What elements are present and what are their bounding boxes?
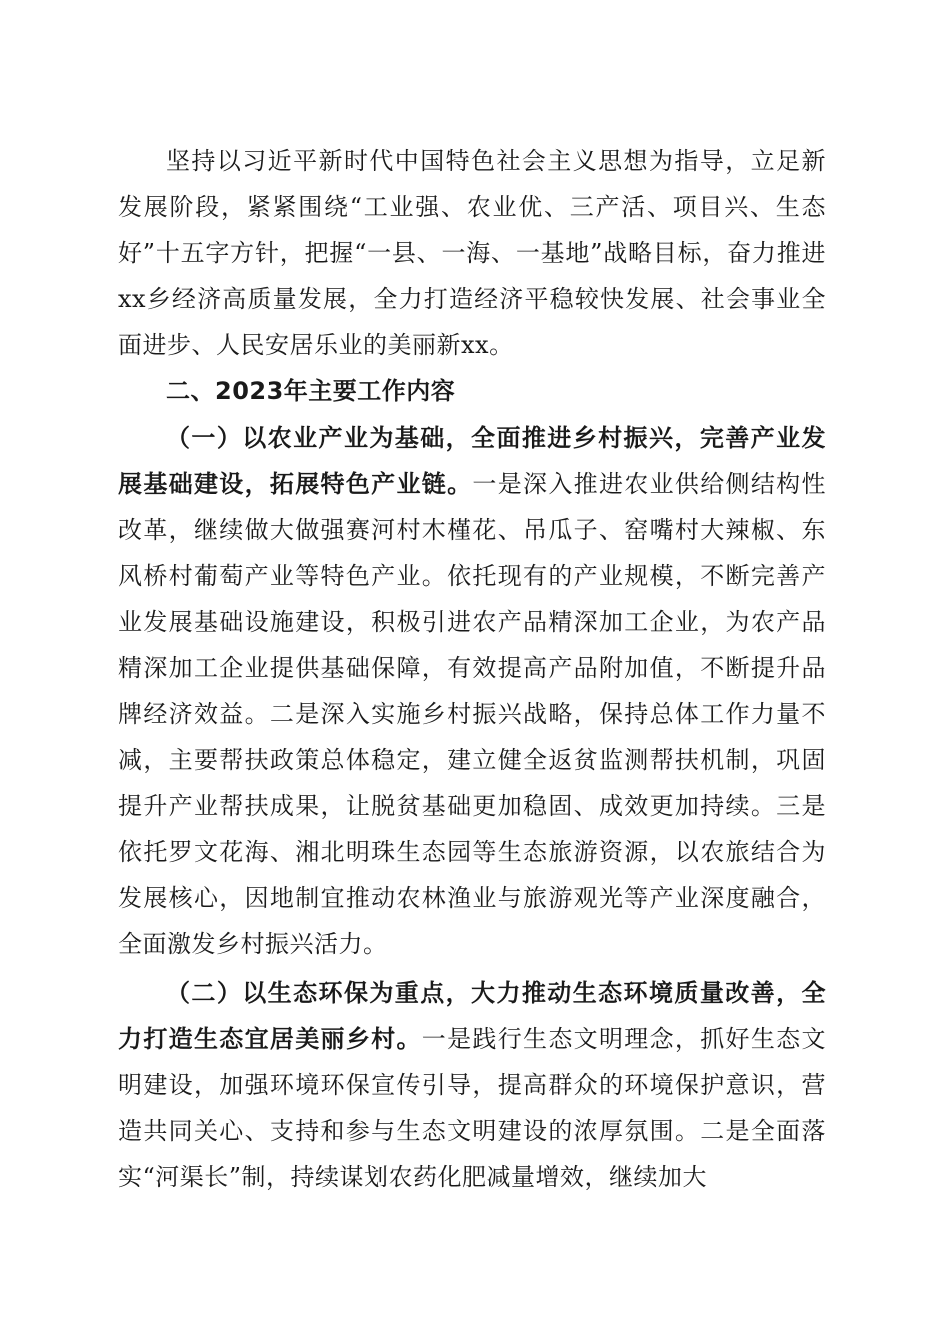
- section-heading: 二、2023年主要工作内容: [166, 377, 456, 405]
- item-1-title: （一）以农业产业为基础，全面推进乡村振兴，完善产业发展基础建设，拓展特色产业链。: [118, 423, 826, 498]
- item-2-title: （二）以生态环保为重点，大力推动生态环境质量改善，全力打造生态宜居美丽乡村。: [118, 978, 826, 1053]
- item-1-paragraph: [118, 415, 826, 967]
- document-body: [118, 138, 826, 1200]
- item-2-paragraph: [118, 970, 826, 1200]
- intro-paragraph: 坚持以习近平新时代中国特色社会主义思想为指导，立足新发展阶段，紧紧围绕“工业强、农业优、三产活、项目兴、生态好”十五字方针，把握“一县、一海、一基地”战略目标，奋力推进xx乡经济高质量发展，全力打造经济平稳较快发展、社会事业全面进步、人民安居乐业的美丽新xx。: [118, 147, 826, 359]
- item-1-body: 一是深入推进农业供给侧结构性改革，继续做大做强赛河村木槿花、吊瓜子、窑嘴村大辣椒、东风桥村葡萄产业等特色产业。依托现有的产业规模，不断完善产业发展基础设施建设，积极引进农产品精深加工企业，为农产品精深加工企业提供基础保障，有效提高产品附加值，不断提升品牌经济效益。二是深入实施乡村振兴战略，保持总体工作力量不减，主要帮扶政策总体稳定，建立健全返贫监测帮扶机制，巩固提升产业帮扶成果，让脱贫基础更加稳固、成效更加持续。三是依托罗文花海、湘北明珠生态园等生态旅游资源，以农旅结合为发展核心，因地制宜推动农林渔业与旅游观光等产业深度融合，全面激发乡村振兴活力。: [118, 470, 826, 958]
- item-2-body: 一是践行生态文明理念，抓好生态文明建设，加强环境环保宣传引导，提高群众的环境保护意识，营造共同关心、支持和参与生态文明建设的浓厚氛围。二是全面落实“河渠长”制，持续谋划农药化肥减量增效，继续加大: [118, 1025, 827, 1191]
